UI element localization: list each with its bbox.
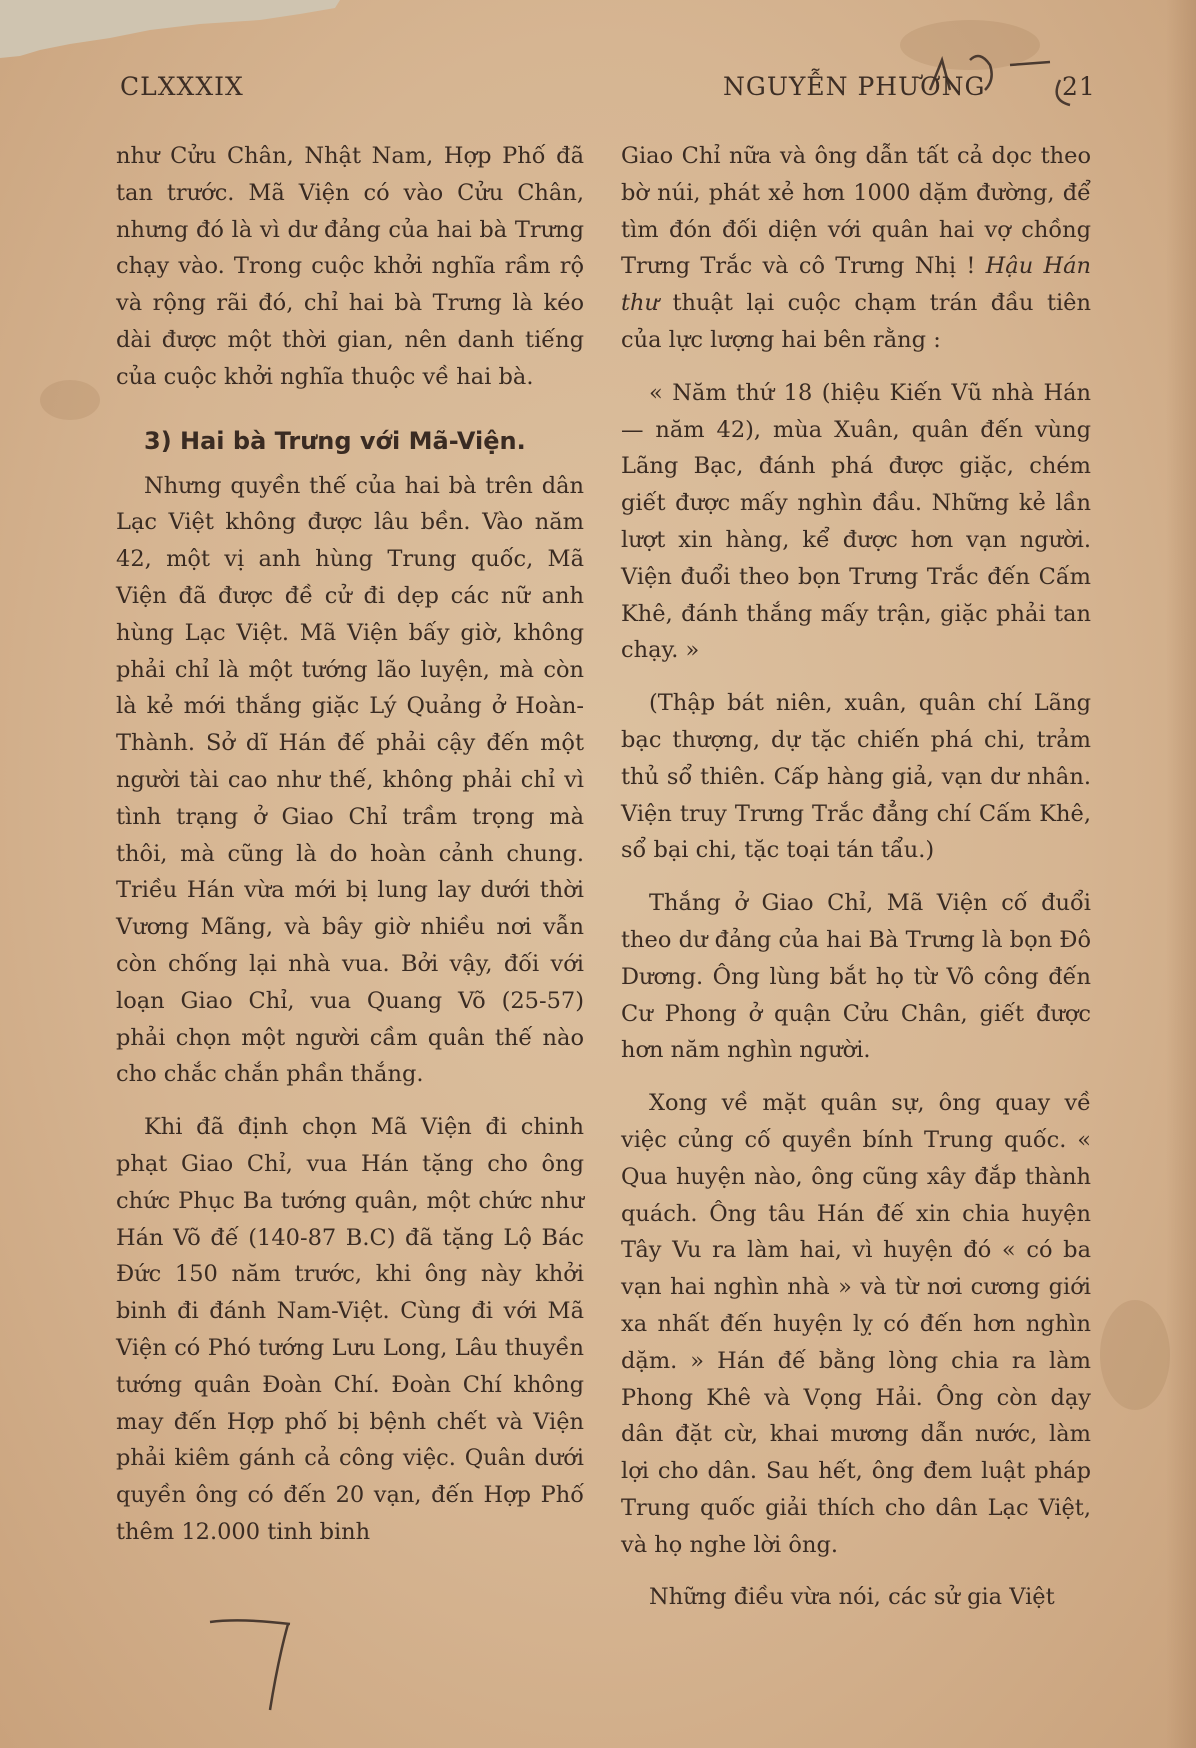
paper-stain [1100,1300,1170,1410]
paragraph-text: Giao Chỉ nữa và ông dẫn tất cả dọc theo bờ núi, phát xẻ hơn 1000 dặm đường, để tìm đón đối diện với quân hai vợ chồng Trưng Trắc và cô Trưng Nhị ! [621,143,1091,280]
paragraph: (Thập bát niên, xuân, quân chí Lãng bạc thượng, dự tặc chiến phá chi, trảm thủ sổ thiên. Cấp hàng giả, vạn dư nhân. Viện truy Trưng Trắc đẳng chí Cấm Khê, sổ bại chi, tặc toại tán tẩu.) [621,690,1091,864]
right-column [621,138,1091,1616]
paragraph: Nhưng quyền thế của hai bà trên dân Lạc Việt không được lâu bền. Vào năm 42, một vị anh hùng Trung quốc, Mã Viện đã được đề cử đi dẹp các nữ anh hùng Lạc Việt. Mã Viện bấy giờ, không phải chỉ là một tướng lão luyện, mà còn là kẻ mới thắng giặc Lý Quảng ở Hoàn-Thành. Sở dĩ Hán đế phải cậy đến một người tài cao như thế, không phải chỉ vì tình trạng ở Giao Chỉ trầm trọng mà thôi, mà cũng là do hoàn cảnh chung. Triều Hán vừa mới bị lung lay dưới thời Vương Mãng, và bây giờ nhiều nơi vẫn còn chống lại nhà vua. Bởi vậy, đối với loạn Giao Chỉ, vua Quang Võ (25-57) phải chọn một người cầm quân thế nào cho chắc chắn phần thắng. [116,472,584,1088]
handwritten-mark [200,1610,320,1720]
torn-page-corner [0,0,340,60]
quotation: « Năm thứ 18 (hiệu Kiến Vũ nhà Hán — năm 42), mùa Xuân, quân đến vùng Lãng Bạc, đánh phá được giặc, chém giết được mấy nghìn đầu. Những kẻ lần lượt xin hàng, kể được hơn vạn người. Viện đuổi theo bọn Trưng Trắc đến Cấm Khê, đánh thắng mấy trận, giặc phải tan chạy. » [621,379,1091,664]
section-heading: 3) Hai bà Trưng với Mã-Viện. [144,426,526,455]
paper-stain [40,380,100,420]
running-head-left: CLXXXIX [120,72,244,101]
page-edge-shade [1166,0,1196,1748]
running-head-right: NGUYỄN PHƯƠNG [723,72,986,101]
paragraph-text: thuật lại cuộc chạm trán đầu tiên của lực lượng hai bên rằng : [621,290,1091,353]
paragraph: Khi đã định chọn Mã Viện đi chinh phạt Giao Chỉ, vua Hán tặng cho ông chức Phục Ba tướng quân, một chức như Hán Võ đế (140-87 B.C) đã tặng Lộ Bác Đức 150 năm trước, khi ông này khởi binh đi đánh Nam-Việt. Cùng đi với Mã Viện có Phó tướng Lưu Long, Lâu thuyền tướng quân Đoàn Chí. Đoàn Chí không may đến Hợp phố bị bệnh chết và Viện phải kiêm gánh cả công việc. Quân dưới quyền ông có đến 20 vạn, đến Hợp Phố thêm 12.000 tinh binh [116,1114,584,1545]
paragraph: như Cửu Chân, Nhật Nam, Hợp Phố đã tan trước. Mã Viện có vào Cửu Chân, nhưng đó là vì dư đảng của hai bà Trưng chạy vào. Trong cuộc khởi nghĩa rầm rộ và rộng rãi đó, chỉ hai bà Trưng là kéo dài được một thời gian, nên danh tiếng của cuộc khởi nghĩa thuộc về hai bà. [116,143,584,390]
book-title: Hậu Hán thư [621,253,1091,317]
page-number: 21 [1062,72,1096,101]
paragraph [621,138,1091,359]
paper-stain [900,20,1040,70]
left-column [116,138,584,1551]
paragraph: Xong về mặt quân sự, ông quay về việc củng cố quyền bính Trung quốc. « Qua huyện nào, ông cũng xây đắp thành quách. Ông tâu Hán đế xin chia huyện Tây Vu ra làm hai, vì huyện đó « có ba vạn hai nghìn nhà » và từ nơi cương giới xa nhất đến huyện lỵ có đến hơn nghìn dặm. » Hán đế bằng lòng chia ra làm Phong Khê và Vọng Hải. Ông còn dạy dân đặt cừ, khai mương dẫn nước, làm lợi cho dân. Sau hết, ông đem luật pháp Trung quốc giải thích cho dân Lạc Việt, và họ nghe lời ông. [621,1090,1091,1558]
paragraph: Thắng ở Giao Chỉ, Mã Viện cố đuổi theo dư đảng của hai Bà Trưng là bọn Đô Dương. Ông lùng bắt họ từ Vô công đến Cư Phong ở quận Cửu Chân, giết được hơn năm nghìn người. [621,890,1091,1064]
paragraph: Những điều vừa nói, các sử gia Việt [649,1584,1055,1611]
